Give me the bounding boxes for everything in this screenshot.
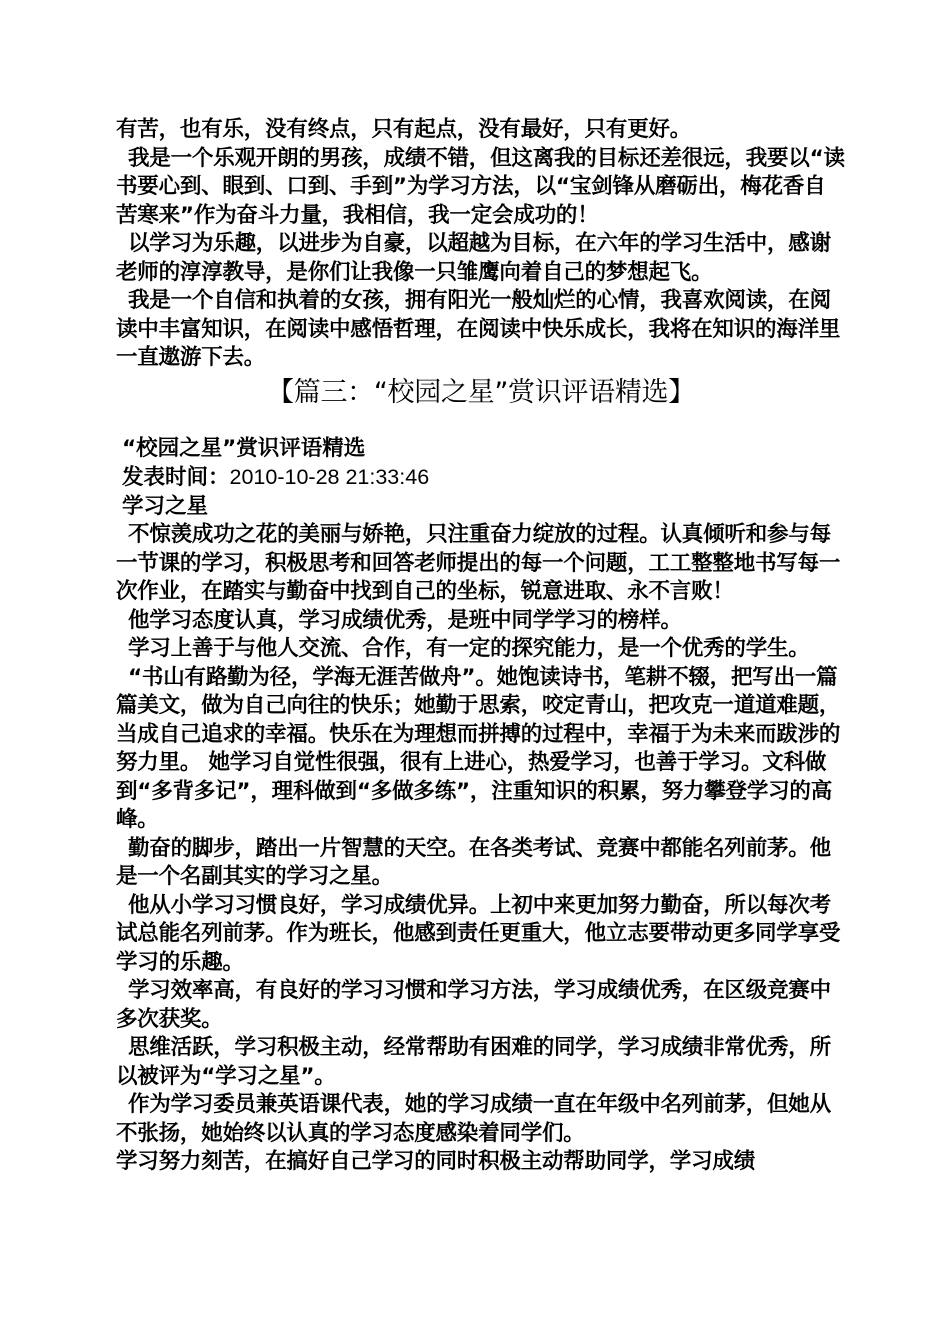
comment-paragraph: 作为学习委员兼英语课代表，她的学习成绩一直在年级中名列前茅，但她从不张扬，她始终以认真的学习态度感染着同学们。 <box>116 1092 831 1146</box>
paragraph: 我是一个自信和执着的女孩，拥有阳光一般灿烂的心情，我喜欢阅读，在阅读中丰富知识，在阅读中感悟哲理，在阅读中快乐成长，我将在知识的海洋里一直遨游下去。 <box>116 288 841 370</box>
comment-paragraph: 学习努力刻苦，在搞好自己学习的同时积极主动帮助同学，学习成绩 <box>116 1149 756 1174</box>
page-content <box>116 116 846 1177</box>
comment-paragraph: 学习上善于与他人交流、合作，有一定的探究能力，是一个优秀的学生。 <box>128 636 810 661</box>
comment-paragraph: 学习效率高，有良好的学习习惯和学习方法，学习成绩优秀，在区级竞赛中多次获奖。 <box>116 978 831 1032</box>
comment-paragraph: 不惊羡成功之花的美丽与娇艳，只注重奋力绽放的过程。认真倾听和参与每一节课的学习，积极思考和回答老师提出的每一个问题，工工整整地书写每一次作业，在踏实与勤奋中找到自己的坐标，锐意进取、永不言败！ <box>116 522 841 604</box>
paragraph: 有苦，也有乐，没有终点，只有起点，没有最好，只有更好。 <box>116 117 692 142</box>
publish-time-value: 2010-10-28 21:33:46 <box>229 465 430 489</box>
publish-time-label: 发表时间： <box>122 465 230 490</box>
comment-paragraph: 他学习态度认真，学习成绩优秀，是班中同学学习的榜样。 <box>128 607 682 633</box>
comment-paragraph: 思维活跃，学习积极主动，经常帮助有困难的同学，学习成绩非常优秀，所以被评为“学习之星”。 <box>116 1035 831 1089</box>
paragraph: 以学习为乐趣，以进步为自豪，以超越为目标，在六年的学习生活中，感谢老师的淳淳教导，是你们让我像一只雏鹰向着自己的梦想起飞。 <box>116 231 831 285</box>
comment-paragraph: 他从小学习习惯良好，学习成绩优异。上初中来更加努力勤奋，所以每次考试总能名列前茅。作为班长，他感到责任更重大，他立志要带动更多同学享受学习的乐趣。 <box>116 892 841 975</box>
comment-paragraph: “书山有路勤为径，学海无涯苦做舟”。她饱读诗书，笔耕不辍，把写出一篇篇美文，做为自己向往的快乐；她勤于思索，咬定青山，把攻克一道道难题，当成自己追求的幸福。快乐在为理想而拼搏的过程中，幸福于为未来而跋涉的努力里。 她学习自觉性很强，很有上进心，热爱学习，也善于学习。文科做到“多背多记”，理科做到“多做多练”，注重知识的积累，努力攀登学习的高峰。 <box>116 664 841 832</box>
article-title: “校园之星”赏识评语精选 <box>122 435 366 461</box>
comment-paragraph: 勤奋的脚步，踏出一片智慧的天空。在各类考试、竞赛中都能名列前茅。他是一个名副其实的学习之星。 <box>116 835 831 889</box>
section-heading: 【篇三：“校园之星”赏识评语精选】 <box>267 376 695 408</box>
category-label: 学习之星 <box>122 493 209 519</box>
paragraph: 我是一个乐观开朗的男孩，成绩不错，但这离我的目标还差很远，我要以“读书要心到、眼到、口到、手到”为学习方法，以“宝剑锋从磨砺出，梅花香自苦寒来”作为奋斗力量，我相信，我一定会成功的！ <box>116 145 845 228</box>
publish-time <box>116 463 846 493</box>
